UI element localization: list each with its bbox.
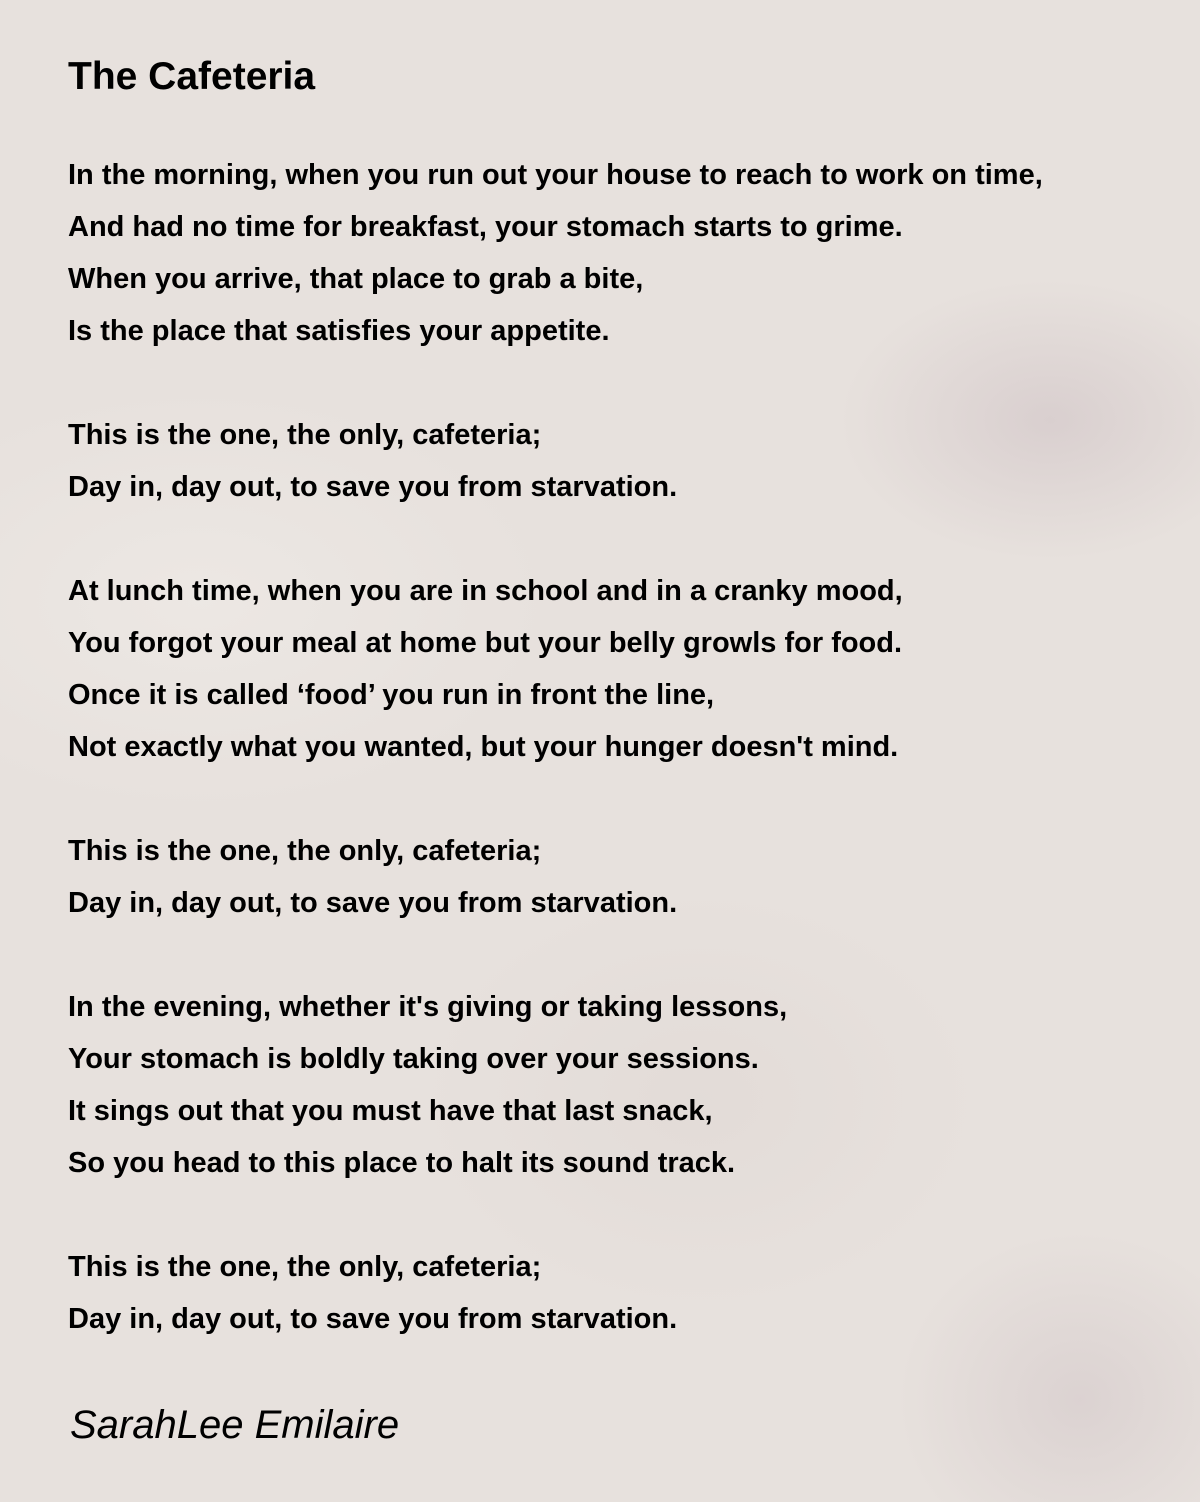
poem-author: SarahLee Emilaire xyxy=(70,1403,400,1447)
poem-line: It sings out that you must have that last snack, xyxy=(68,1095,713,1127)
poem-line: Not exactly what you wanted, but your hunger doesn't mind. xyxy=(68,731,899,763)
poem-line: This is the one, the only, cafeteria; xyxy=(68,419,542,451)
stanza xyxy=(68,981,1043,1189)
stanza xyxy=(68,409,1043,513)
poem-line: This is the one, the only, cafeteria; xyxy=(68,1251,542,1283)
stanza xyxy=(68,149,1043,357)
poem-line: When you arrive, that place to grab a bite, xyxy=(68,263,644,295)
stanza xyxy=(68,825,1043,929)
poem-line: Your stomach is boldly taking over your sessions. xyxy=(68,1043,759,1075)
poem-line: So you head to this place to halt its sound track. xyxy=(68,1147,736,1179)
poem-line: And had no time for breakfast, your stomach starts to grime. xyxy=(68,211,903,243)
poem-line: This is the one, the only, cafeteria; xyxy=(68,835,542,867)
poem-line: You forgot your meal at home but your belly growls for food. xyxy=(68,627,903,659)
poem-line: Once it is called ‘food’ you run in front the line, xyxy=(68,679,715,711)
stanza xyxy=(68,1241,1043,1345)
poem-line: Day in, day out, to save you from starvation. xyxy=(68,471,678,503)
poem-line: In the evening, whether it's giving or taking lessons, xyxy=(68,991,788,1023)
poem-line: Day in, day out, to save you from starvation. xyxy=(68,887,678,919)
poem-title: The Cafeteria xyxy=(68,55,316,98)
poem-line: Is the place that satisfies your appetite. xyxy=(68,315,610,347)
poem-line: Day in, day out, to save you from starvation. xyxy=(68,1303,678,1335)
poem-line: At lunch time, when you are in school and in a cranky mood, xyxy=(68,575,903,607)
stanza xyxy=(68,565,1043,773)
poem-line: In the morning, when you run out your house to reach to work on time, xyxy=(68,159,1043,191)
poem-body xyxy=(68,149,1043,1397)
